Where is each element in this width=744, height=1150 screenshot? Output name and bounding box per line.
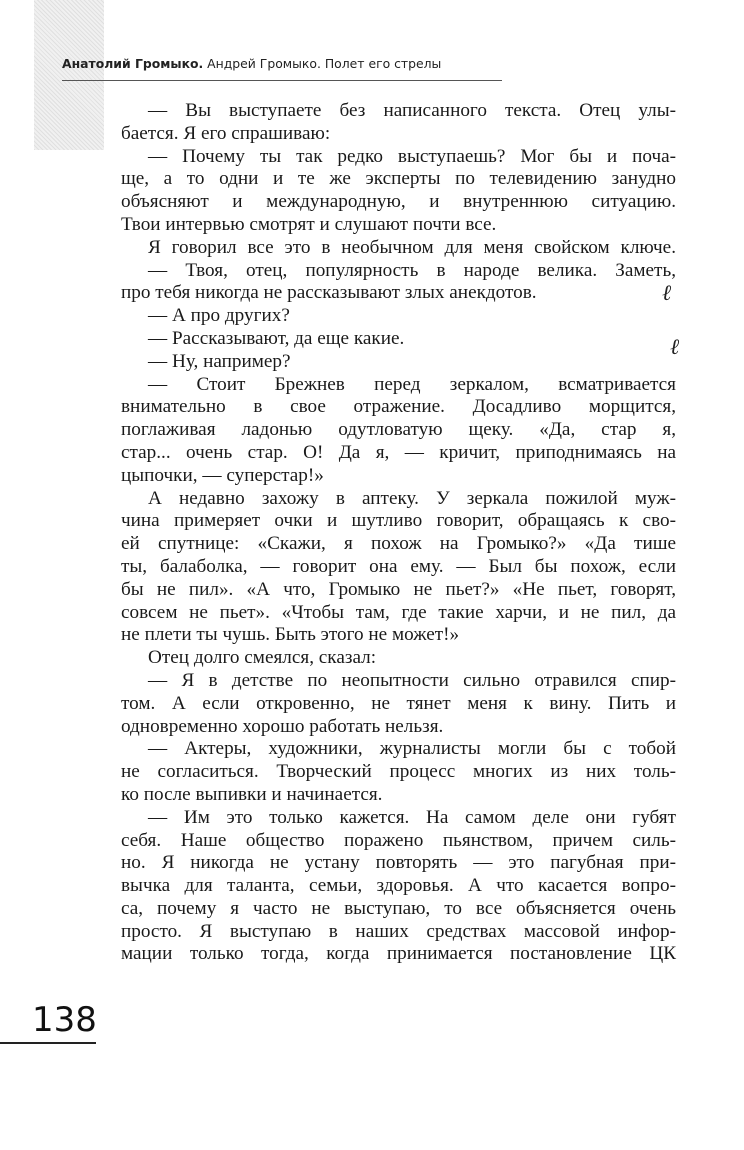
text-line: ей спутнице: «Скажи, я похож на Громыко?» «Да тише: [121, 533, 676, 555]
text-line: — Я в детстве по неопытности сильно отравился спир-: [148, 669, 676, 691]
text-line: — Им это только кажется. На самом деле они губят: [148, 806, 676, 828]
text-line: одновременно хорошо работать нельзя.: [121, 715, 444, 737]
text-line: внимательно в свое отражение. Досадливо морщится,: [121, 396, 676, 418]
text-line: не плети ты чушь. Быть этого не может!»: [121, 624, 460, 646]
running-head-title: Андрей Громыко. Полет его стрелы: [207, 56, 442, 71]
text-line: ще, а то одни и те же эксперты по телевидению занудно: [121, 168, 676, 190]
text-line: ты, балаболка, — говорит она ему. — Был бы похож, если: [121, 555, 676, 577]
text-line: совсем не пьет». «Чтобы там, где такие харчи, и не пил, да: [121, 601, 676, 623]
text-line: чина примеряет очки и шутливо говорит, обращаясь к сво-: [121, 510, 676, 532]
text-line: Я говорил все это в необычном для меня свойском ключе.: [148, 236, 676, 258]
text-line: — Актеры, художники, журналисты могли бы с тобой: [148, 738, 676, 760]
text-line: себя. Наше общество поражено пьянством, причем силь-: [121, 829, 676, 851]
text-line: мации только тогда, когда принимается постановление ЦК: [121, 943, 676, 965]
text-line: не согласиться. Творческий процесс многих из них толь-: [121, 761, 676, 783]
text-line: — Почему ты так редко выступаешь? Мог бы и поча-: [148, 145, 676, 167]
header-rule: [62, 80, 502, 81]
text-line: са, почему я часто не выступаю, то все объясняется очень: [121, 897, 676, 919]
page-number-rule: [0, 1042, 96, 1044]
text-line: стар... очень стар. О! Да я, — кричит, приподнимаясь на: [121, 441, 676, 463]
margin-mark: ℓ: [662, 280, 672, 305]
scan-shading: [34, 0, 104, 150]
text-line: — Вы выступаете без написанного текста. Отец улы-: [148, 100, 676, 121]
text-line: — Стоит Брежнев перед зеркалом, всматривается: [148, 373, 676, 395]
text-line: поглаживая ладонью одутловатую щеку. «Да, стар я,: [121, 419, 676, 441]
text-line: бается. Я его спрашиваю:: [121, 122, 331, 144]
text-line: — А про других?: [148, 305, 290, 327]
text-line: — Рассказывают, да еще какие.: [148, 327, 405, 349]
body-text: [121, 100, 676, 966]
text-line: просто. Я выступаю в наших средствах массовой инфор-: [121, 920, 676, 942]
text-line: — Ну, например?: [148, 350, 291, 372]
text-line: том. А если откровенно, не тянет меня к вину. Пить и: [121, 692, 676, 714]
text-line: цыпочки, — суперстар!»: [121, 464, 324, 486]
text-line: А недавно захожу в аптеку. У зеркала пожилой муж-: [148, 487, 676, 509]
text-line: Твои интервью смотрят и слушают почти все.: [121, 213, 497, 235]
text-line: ко после выпивки и начинается.: [121, 783, 383, 805]
margin-mark: ℓ: [670, 334, 680, 359]
text-line: про тебя никогда не рассказывают злых анекдотов.: [121, 282, 537, 304]
text-line: вычка для таланта, семьи, здоровья. А что касается вопро-: [121, 875, 676, 897]
text-line: — Твоя, отец, популярность в народе велика. Заметь,: [148, 259, 676, 281]
text-line: объясняют и международную, и внутреннюю ситуацию.: [121, 191, 676, 213]
running-head: [62, 56, 502, 71]
running-head-author: Анатолий Громыко.: [62, 56, 204, 71]
text-line: Отец долго смеялся, сказал:: [148, 647, 377, 669]
text-line: но. Я никогда не устану повторять — это пагубная при-: [121, 852, 676, 874]
page-number: 138: [32, 1000, 97, 1040]
text-line: бы не пил». «А что, Громыко не пьет?» «Не пьет, говорят,: [121, 578, 676, 600]
